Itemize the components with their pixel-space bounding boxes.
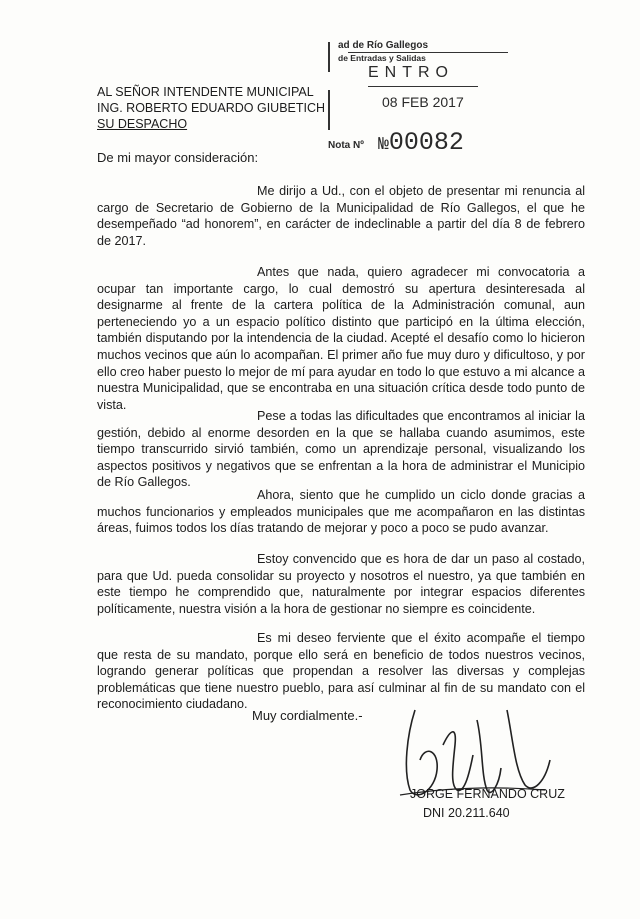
stamp-office-line: ad de Río Gallegos bbox=[338, 40, 429, 51]
paragraph-6: Es mi deseo ferviente que el éxito acompañe el tiempo que resta de su mandato, porque ello será en beneficio de todos nuestros vecinos, logrando generar políticas que propendan a resolver las diversas y complejas problemáticas que tiene nuestro pueblo, para así culminar al fin de su mandato con el reconocimiento ciudadano. bbox=[97, 631, 585, 712]
reception-stamp bbox=[328, 40, 513, 160]
stamp-date: 08 FEB 2017 bbox=[382, 94, 464, 110]
closing-salutation: Muy cordialmente.- bbox=[252, 708, 363, 723]
recipient-line-3: SU DESPACHO bbox=[97, 117, 188, 131]
signatory-name: JORGE FERNANDO CRUZ bbox=[410, 787, 565, 801]
paragraph-1: Me dirijo a Ud., con el objeto de presentar mi renuncia al cargo de Secretario de Gobierno de la Municipalidad de Río Gallegos, el que he desempeñado “ad honorem”, en carácter de indeclinable a partir del día 8 de febrero de 2017. bbox=[97, 184, 585, 248]
stamp-department-line: de Entradas y Salidas bbox=[338, 53, 426, 63]
recipient-address bbox=[97, 84, 325, 132]
signatory-dni: DNI 20.211.640 bbox=[423, 806, 510, 820]
paragraph-3: Pese a todas las dificultades que encontramos al iniciar la gestión, debido al enorme desorden en la que se hallaba cuando asumimos, este tiempo transcurrido sirvió también, como un aprendizaje personal, visualizando los aspectos positivos y negativos que se enfrentan a la hora de administrar el Municipio de Río Gallegos. bbox=[97, 409, 585, 490]
greeting: De mi mayor consideración: bbox=[97, 150, 259, 165]
stamp-note-label: Nota Nº bbox=[328, 140, 364, 151]
recipient-line-1: AL SEÑOR INTENDENTE MUNICIPAL bbox=[97, 85, 314, 99]
stamp-entry-label: ENTRO bbox=[368, 64, 454, 81]
paragraph-2: Antes que nada, quiero agradecer mi convocatoria a ocupar tan importante cargo, lo cual demostró su apertura desinteresada al designarme al frente de la cartera política de la Administración comunal, aun perteneciendo yo a un espacio político distinto que participó en la última elección, también disputando por la intendencia de la ciudad. Acepté el desafío como lo hicieron muchos vecinos que aún lo acompañan. El primer año fue muy duro y dificultoso, y por ello creo haber puesto lo mejor de mí para ayudar en todo lo que estuvo a mi alcance a nuestra Municipalidad, que se encontraba en una situación crítica desde todo punto de vista. bbox=[97, 265, 585, 412]
recipient-line-2: ING. ROBERTO EDUARDO GIUBETICH bbox=[97, 101, 326, 115]
stamp-note-number: №00082 bbox=[378, 128, 464, 157]
paragraph-4: Ahora, siento que he cumplido un ciclo donde gracias a muchos funcionarios y empleados municipales que me acompañaron en las distintas áreas, fuimos todos los días tratando de mejorar y poco a poco se pudo avanzar. bbox=[97, 488, 585, 536]
paragraph-5: Estoy convencido que es hora de dar un paso al costado, para que Ud. pueda consolidar su proyecto y nosotros el nuestro, ya que también en este tiempo he comprendido que, naturalmente por integrar espacios diferentes políticamente, nuestra visión a la hora de gestionar no siempre es coincidente. bbox=[97, 552, 585, 616]
